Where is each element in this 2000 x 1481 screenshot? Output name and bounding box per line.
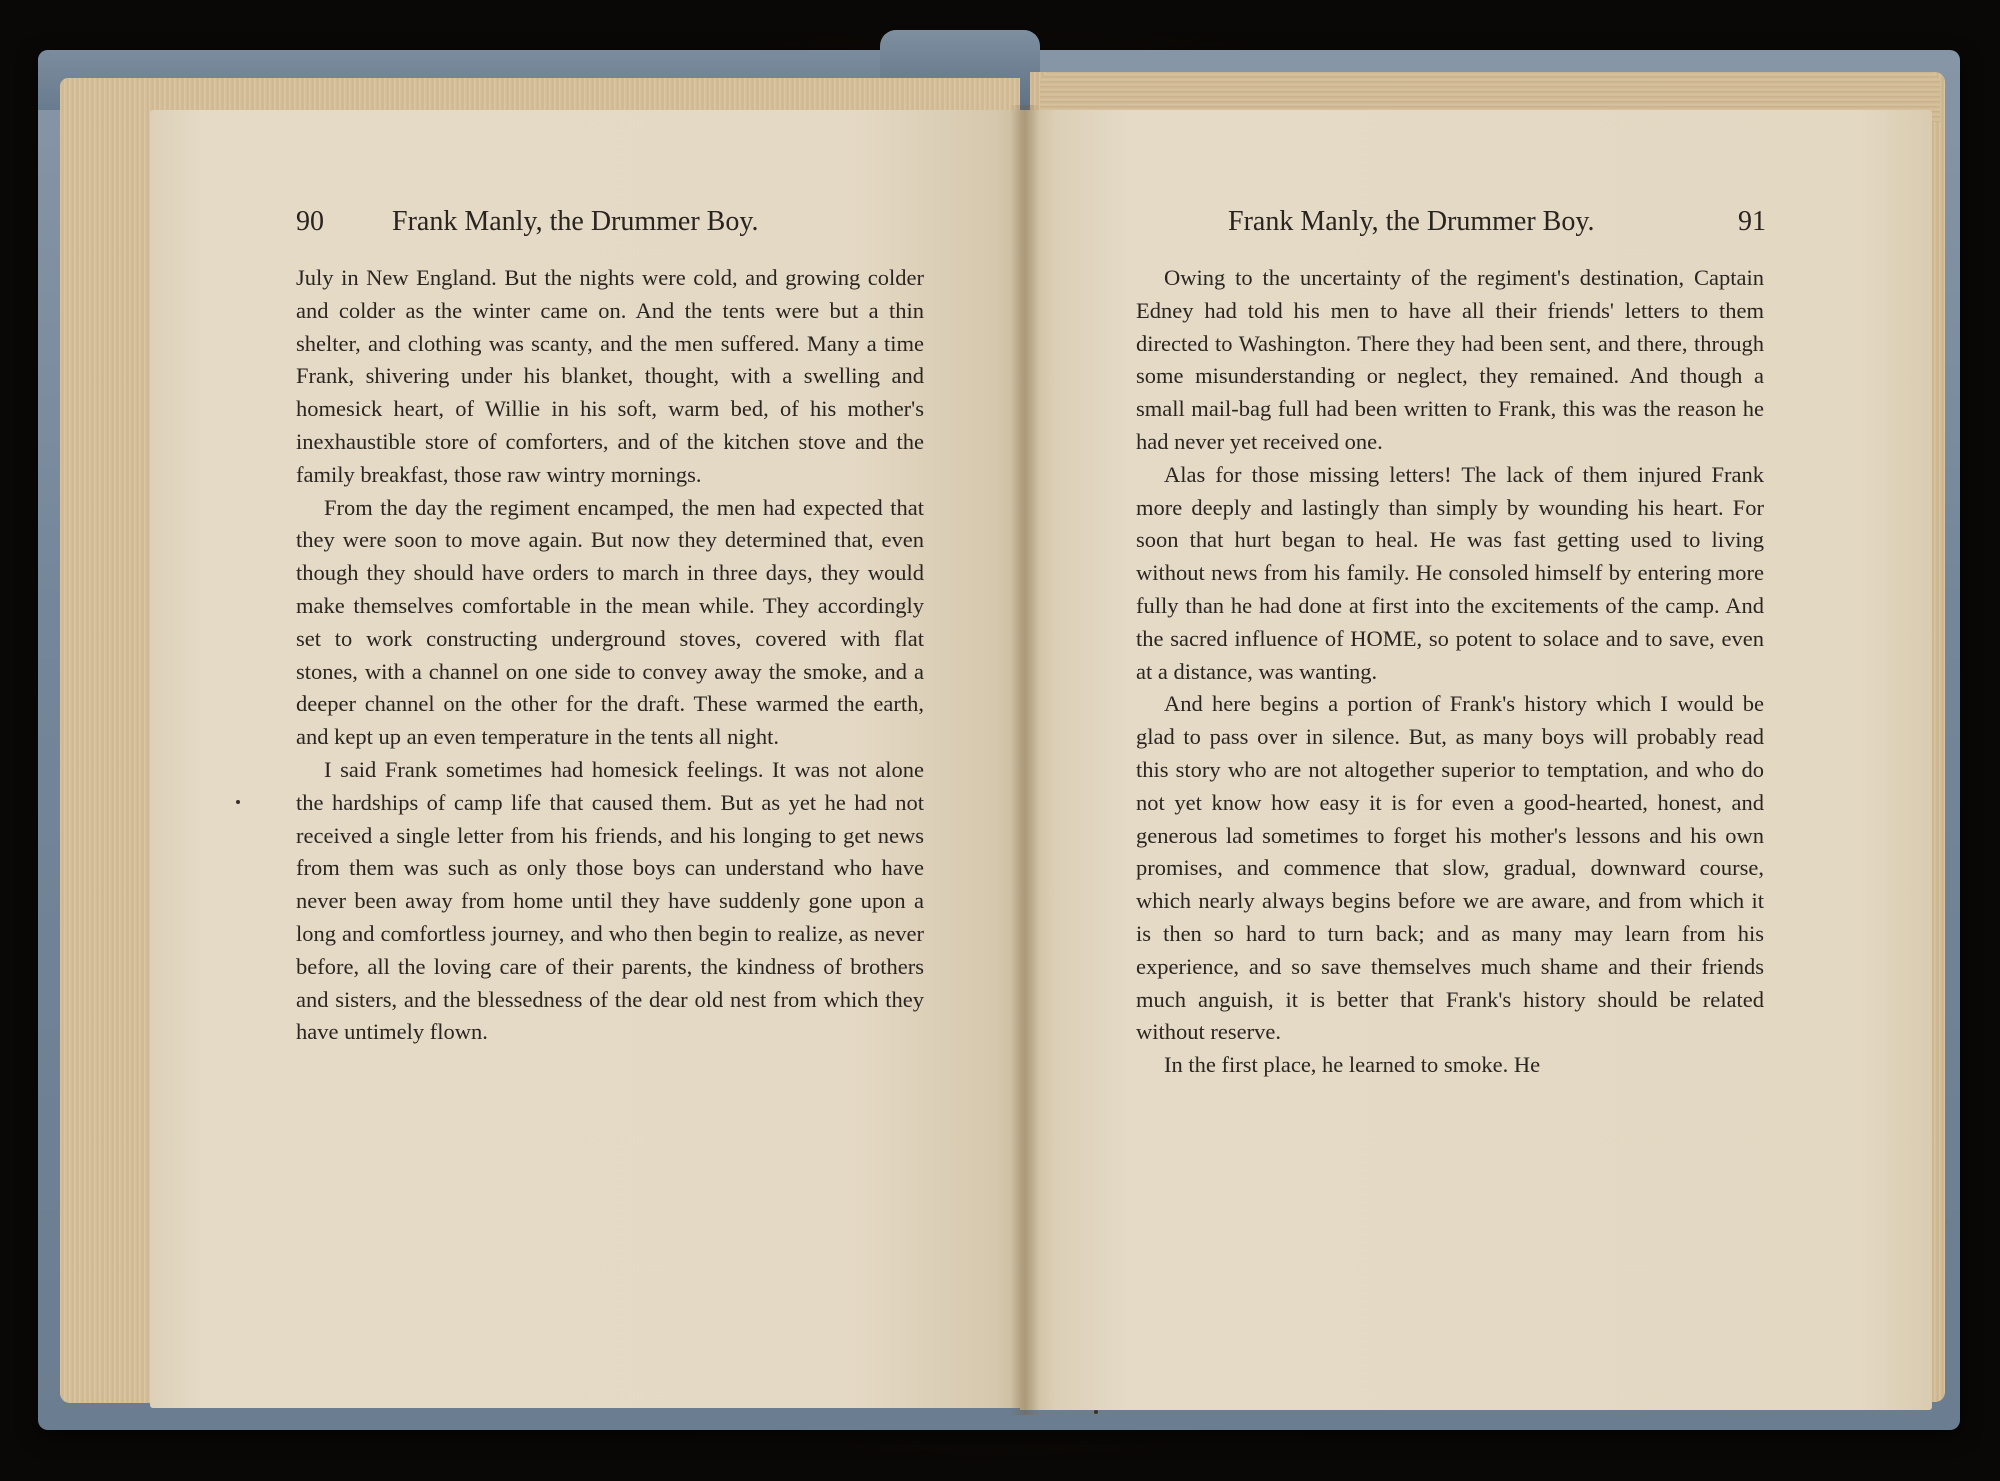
right-page-number: 91 bbox=[1738, 206, 1766, 237]
right-paragraph-4: In the first place, he learned to smoke. He bbox=[1164, 1052, 1541, 1078]
left-page-number: 90 bbox=[296, 206, 324, 237]
right-running-head: Frank Manly, the Drummer Boy. bbox=[1228, 206, 1595, 237]
right-paragraph-3: And here begins a portion of Frank's history which I would be glad to pass over in silence. But, as many boys will probably read this story who are not altogether superior to temptation, and who do not yet know how easy it is for even a good-hearted, honest, and generous lad sometimes to forget his mother's lessons and his own promises, and commence that slow, gradual, downward course, which nearly always begins before we are aware, and from which it is then so hard to turn back; and as many may learn from his experience, and so save themselves much shame and their friends much anguish, it is better that Frank's history should be related without reserve. bbox=[1136, 691, 1764, 1045]
left-running-head: Frank Manly, the Drummer Boy. bbox=[392, 206, 759, 237]
right-paragraph-1: Owing to the uncertainty of the regiment's destination, Captain Edney had told his men to have all their friends' letters to them directed to Washington. There they had been sent, and there, through some misunderstanding or neglect, they remained. And though a small mail-bag full had been written to Frank, this was the reason he had never yet received one. bbox=[1136, 265, 1764, 454]
left-paragraph-2: From the day the regiment encamped, the men had expected that they were soon to move again. But now they determined that, even though they should have orders to march in three days, they would make themselves comfortable in the mean while. They accordingly set to work constructing underground stoves, covered with flat stones, with a channel on one side to convey away the smoke, and a deeper channel on the other for the draft. These warmed the earth, and kept up an even temperature in the tents all night. bbox=[296, 494, 924, 750]
left-paragraph-1: July in New England. But the nights were cold, and growing colder and colder as the winter came on. And the tents were but a thin shelter, and clothing was scanty, and the men suffered. Many a time Frank, shivering under his blanket, thought, with a swelling and homesick heart, of Willie in his soft, warm bed, of his mother's inexhaustible store of comforters, and of the kitchen stove and the family breakfast, those raw wintry mornings. bbox=[296, 265, 924, 487]
left-page-body bbox=[296, 262, 924, 1049]
paper-speck bbox=[1094, 1410, 1098, 1414]
right-paragraph-2: Alas for those missing letters! The lack of them injured Frank more deeply and lastingly than simply by wounding his heart. For soon that hurt began to heal. He was fast getting used to living without news from his family. He consoled himself by entering more fully than he had done at first into the excitements of the camp. And the sacred influence of HOME, so potent to solace and to save, even at a distance, was wanting. bbox=[1136, 461, 1764, 684]
right-page-body bbox=[1136, 262, 1764, 1082]
left-paragraph-3: I said Frank sometimes had homesick feelings. It was not alone the hardships of camp life that caused them. But as yet he had not received a single letter from his friends, and his longing to get news from them was such as only those boys can understand who have never been away from home until they have suddenly gone upon a long and comfortless journey, and who then begin to realize, as never before, all the loving care of their parents, the kindness of brothers and sisters, and the blessedness of the dear old nest from which they have untimely flown. bbox=[296, 756, 924, 1045]
paper-speck bbox=[236, 800, 240, 804]
book-gutter bbox=[1010, 105, 1040, 1415]
